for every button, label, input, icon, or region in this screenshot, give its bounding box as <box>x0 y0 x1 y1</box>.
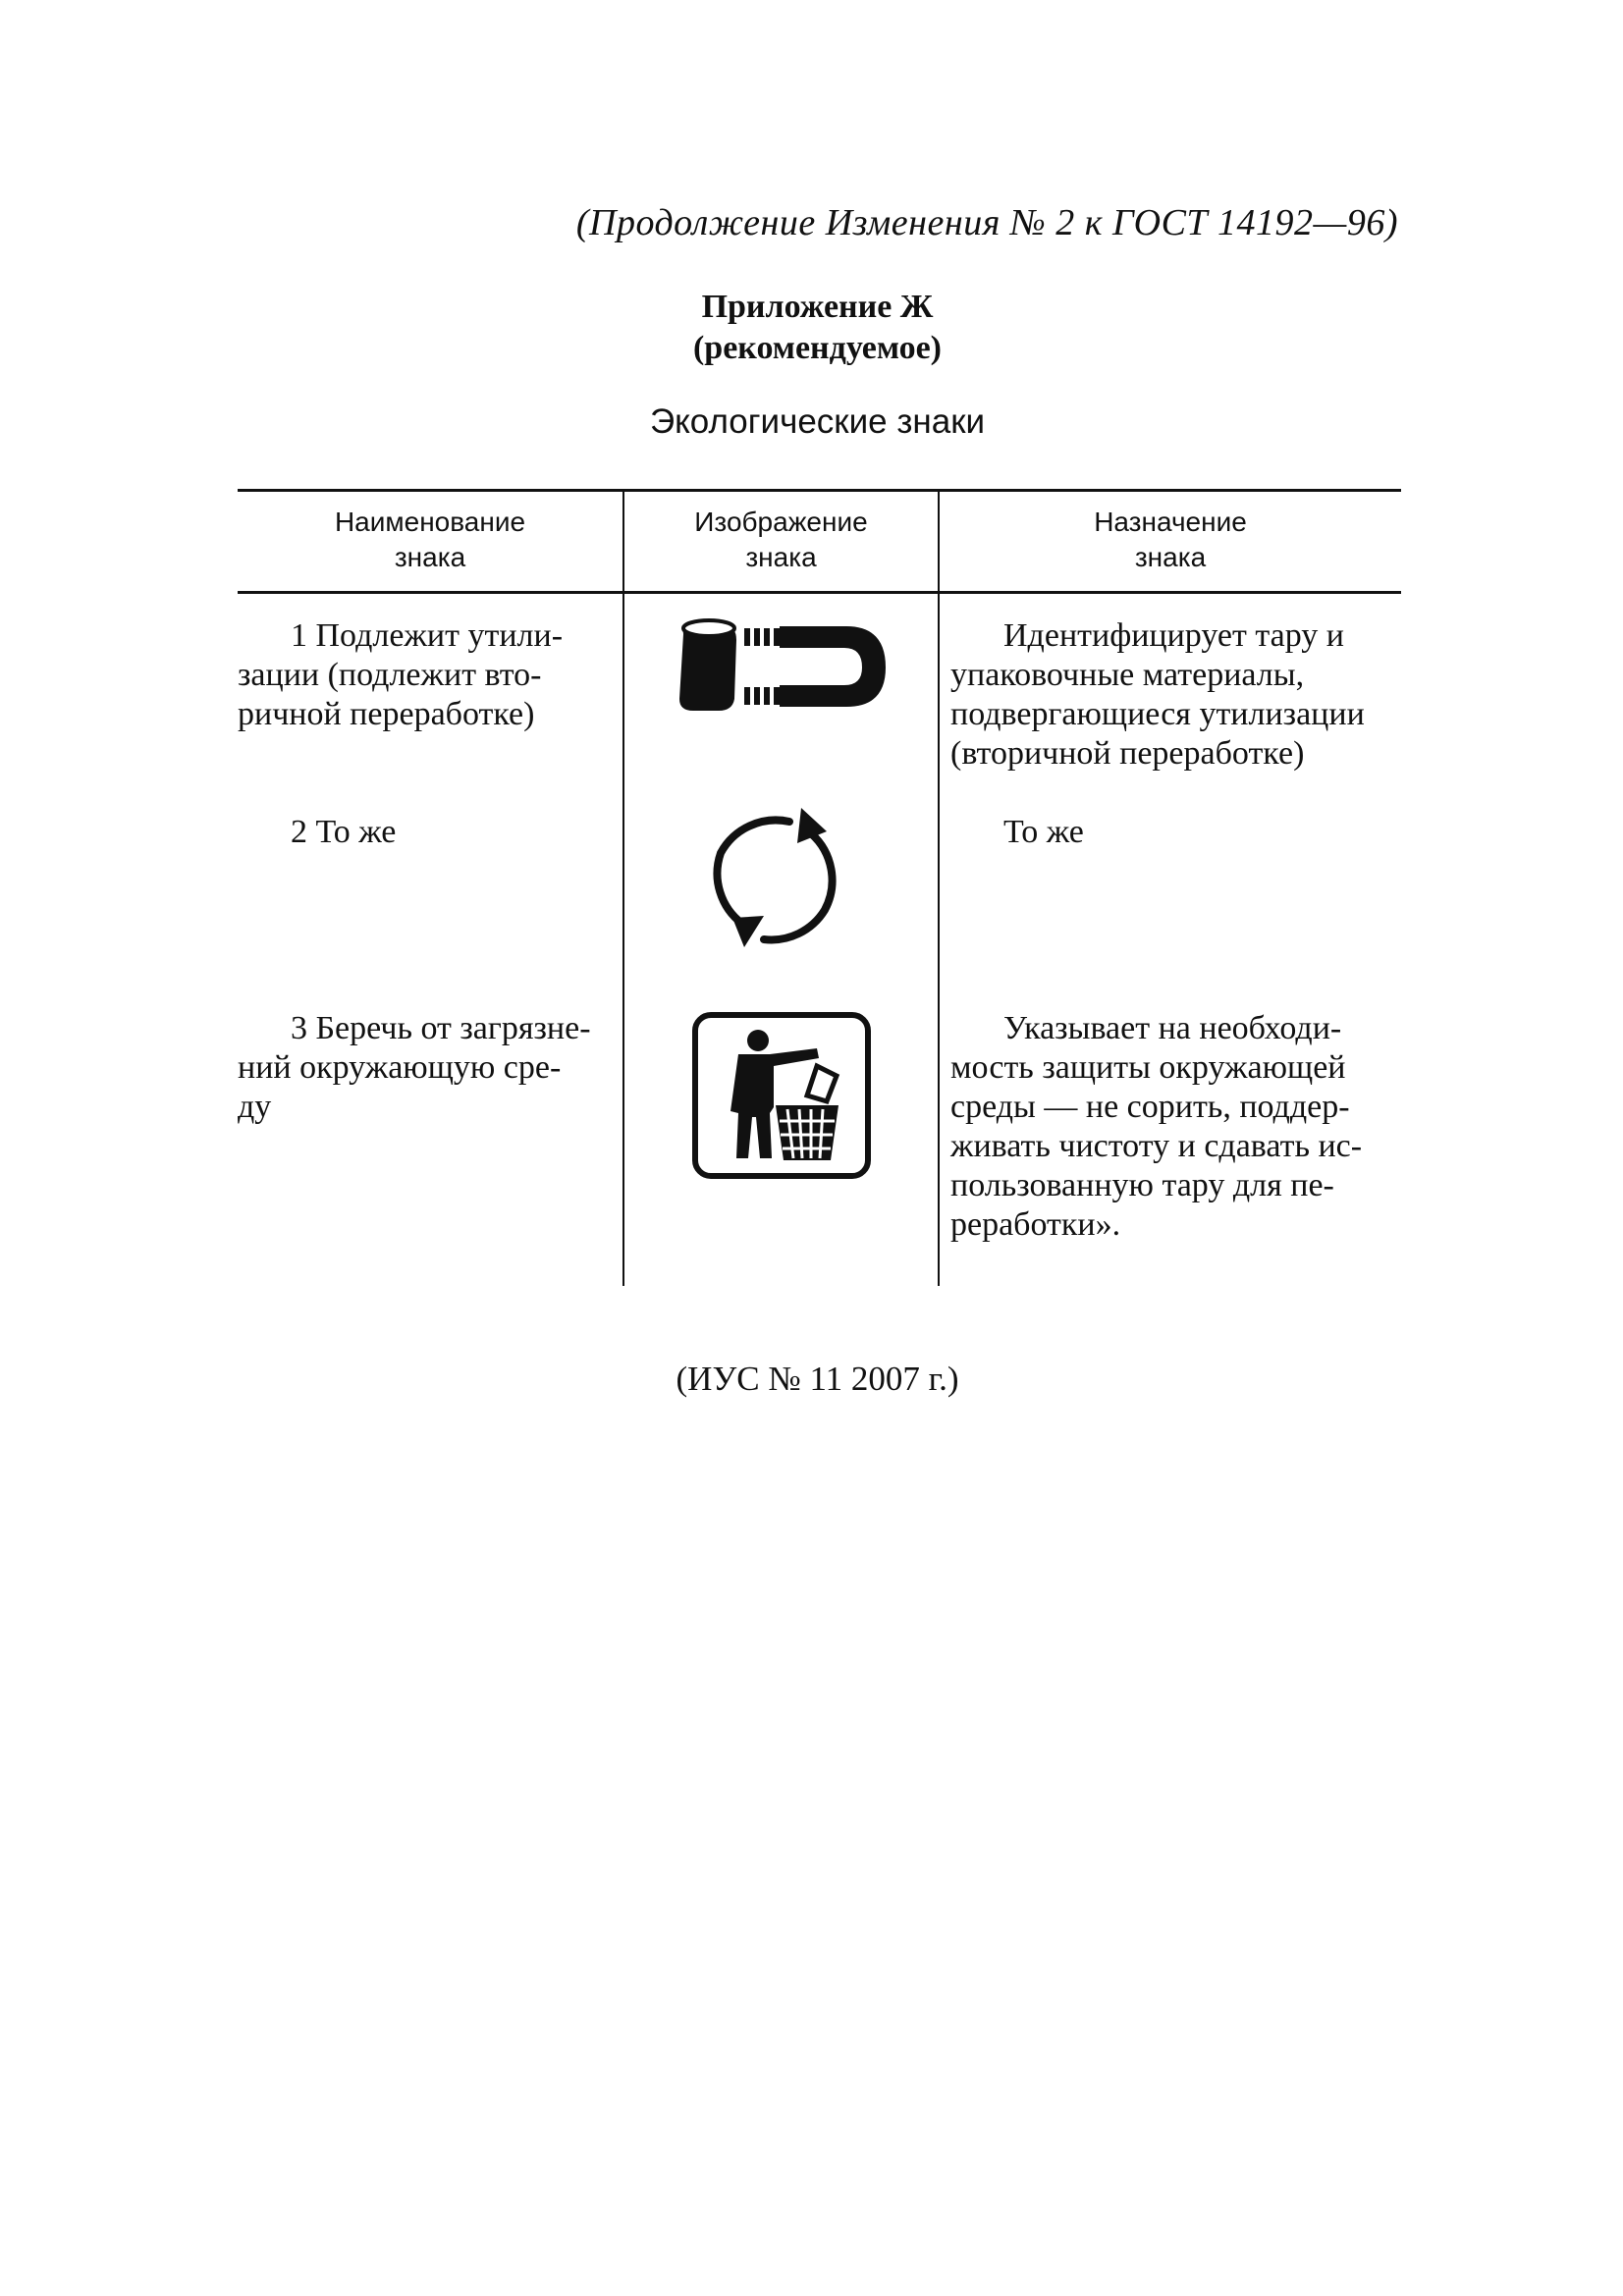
name-line: ричной переработке) <box>238 696 535 732</box>
name-line: ний окружающую сре- <box>238 1049 562 1086</box>
row-1-purpose <box>950 616 1400 774</box>
purpose-line: пользованную тару для пе- <box>950 1167 1334 1203</box>
purpose-line: (вторичной переработке) <box>950 735 1305 772</box>
column-divider-1 <box>622 489 624 1286</box>
purpose-line: живать чистоту и сдавать ис- <box>950 1128 1363 1164</box>
name-line: 2 То же <box>291 814 397 850</box>
name-line: 1 Подлежит утили- <box>291 617 564 654</box>
purpose-line: реработки». <box>950 1206 1121 1243</box>
row-2-name <box>238 813 611 852</box>
column-header-line: Назначение <box>1094 507 1247 537</box>
document-title: Экологические знаки <box>649 402 986 441</box>
purpose-line: среды — не сорить, поддер- <box>950 1089 1350 1125</box>
name-line: ду <box>238 1089 272 1125</box>
purpose-line: Идентифицирует тару и <box>1003 617 1344 654</box>
column-header-name <box>238 505 622 575</box>
appendix-title: Приложение Ж <box>701 289 934 325</box>
recycling-magnet-icon <box>674 616 893 715</box>
purpose-line: упаковочные материалы, <box>950 657 1305 693</box>
purpose-line: Указывает на необходи- <box>1003 1010 1342 1046</box>
appendix-subtitle: (рекомендуемое) <box>692 330 943 366</box>
name-line: 3 Беречь от загрязне- <box>291 1010 591 1046</box>
table-top-rule <box>238 489 1401 492</box>
name-line: зации (подлежит вто- <box>238 657 542 693</box>
row-3-purpose <box>950 1009 1400 1245</box>
row-2-purpose <box>950 813 1400 852</box>
purpose-line: мость защиты окружающей <box>950 1049 1346 1086</box>
column-header-line: Наименование <box>334 507 526 537</box>
row-3-name <box>238 1009 611 1127</box>
purpose-line: подвергающиеся утилизации <box>950 696 1365 732</box>
column-header-image <box>624 505 938 575</box>
column-divider-2 <box>938 489 940 1286</box>
row-1-name <box>238 616 611 734</box>
continuation-note: (Продолжение Изменения № 2 к ГОСТ 14192—96) <box>575 202 1398 243</box>
column-header-line: знака <box>745 542 817 572</box>
appendix-heading <box>0 287 1623 369</box>
purpose-line: То же <box>1003 814 1084 850</box>
column-header-line: знака <box>1134 542 1207 572</box>
column-header-line: Изображение <box>694 507 868 537</box>
table-header-rule <box>238 591 1401 594</box>
source-note: (ИУС № 11 2007 г.) <box>676 1360 959 1398</box>
column-header-line: знака <box>394 542 466 572</box>
column-header-purpose <box>940 505 1401 575</box>
circular-arrows-icon <box>703 800 850 957</box>
litter-bin-icon <box>691 1011 872 1180</box>
